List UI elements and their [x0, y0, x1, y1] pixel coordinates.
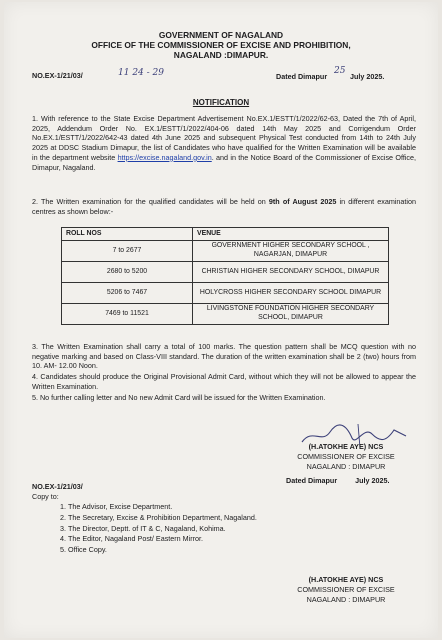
roll-range-cell: 2680 to 5200 — [62, 262, 193, 283]
roll-range-cell: 7469 to 11521 — [62, 304, 193, 325]
list-item: 2. The Secretary, Excise & Prohibition Department, Nagaland. — [68, 513, 394, 524]
list-item: 1. The Advisor, Excise Department. — [68, 502, 394, 513]
paragraph-2 — [32, 197, 416, 216]
venue-table — [61, 227, 389, 325]
header-line-government: GOVERNMENT OF NAGALAND — [158, 30, 284, 40]
handwritten-reference-number: 11 24 - 29 — [118, 68, 164, 78]
list-item: 4. The Editor, Nagaland Post/ Eastern Mirror. — [68, 534, 394, 545]
paragraph-1 — [32, 114, 416, 172]
signatory-place: NAGALAND : DIMAPUR — [306, 595, 386, 604]
reference-number: NO.EX-1/21/03/ — [32, 71, 83, 80]
table-row — [62, 262, 389, 283]
signatory-name: (H.ATOKHE AYE) NCS — [308, 442, 384, 451]
venue-cell: CHRISTIAN HIGHER SECONDARY SCHOOL, DIMAPUR — [193, 262, 389, 283]
paragraph-4: 4. Candidates should produce the Original Provisional Admit Card, without which they will not be allowed to appear the Written Examination. — [32, 372, 416, 391]
paragraph-2-after: in different examination centres as shown below:- — [32, 197, 417, 216]
dated-month-year: July 2025. — [350, 72, 385, 81]
list-item: 5. Office Copy. — [68, 545, 394, 556]
paragraph-1-text: 1. With reference to the State Excise Department Advertisement No.EX.1/ESTT/1/2022/62-63, Dated the 7th of April, 2025, Addendum Order No. EX.1/ESTT/1/2022/404-06 dated 14th May 2025 and Corrigendum Order No.EX.1/ESTT/1/2022/642-43 dated 4th June 2025 and subsequent Physical Test conducted from 14th to 24th July 2025 at DDSC Stadium Dimapur, the list of Candidates who have qualified for the Written Examination will be available in the department website — [32, 114, 416, 162]
table-row — [62, 283, 389, 304]
signatory-place: NAGALAND : DIMAPUR — [306, 462, 386, 471]
signatory-designation: COMMISSIONER OF EXCISE — [297, 585, 395, 594]
table-row — [62, 241, 389, 262]
venue-cell: GOVERNMENT HIGHER SECONDARY SCHOOL , NAGARJAN, DIMAPUR — [193, 241, 389, 262]
venue-cell: HOLYCROSS HIGHER SECONDARY SCHOOL DIMAPUR — [193, 283, 389, 304]
paragraph-5: 5. No further calling letter and No new Admit Card will be issued for the Written Examination. — [32, 393, 326, 402]
exam-date: 9th of August 2025 — [268, 197, 337, 206]
dated-label: Dated Dimapur — [276, 72, 328, 81]
paragraph-1-tail: . and in the Notice Board of the Commissioner of Excise Office, Dimapur, Nagaland. — [32, 152, 416, 172]
signatory-designation: COMMISSIONER OF EXCISE — [297, 452, 395, 461]
copy-to-list — [54, 502, 394, 556]
venue-cell: LIVINGSTONE FOUNDATION HIGHER SECONDARY SCHOOL, DIMAPUR — [193, 304, 389, 325]
paragraph-3: 3. The Written Examination shall carry a total of 100 marks. The question pattern shall be MCQ question with no negative marking and based on Class-VIII standard. The duration of the written examination shall be 2 (two) hours from 10. AM- 12.00 Noon. — [32, 342, 416, 371]
roll-range-cell: 5206 to 7467 — [62, 283, 193, 304]
copy-dated: Dated Dimapur July 2025. — [286, 476, 390, 485]
roll-range-cell: 7 to 2677 — [62, 241, 193, 262]
department-website-link[interactable]: https://excise.nagaland.gov.in — [117, 152, 212, 162]
list-item: 3. The Director, Deptt. of IT & C, Nagaland, Kohima. — [68, 524, 394, 535]
notification-title: NOTIFICATION — [192, 98, 250, 107]
table-header-row — [62, 228, 389, 241]
roll-nos-header: ROLL NOS — [62, 228, 193, 241]
copy-reference-number: NO.EX-1/21/03/ — [32, 482, 83, 491]
handwritten-date-day: 25 — [334, 66, 346, 76]
copy-to-label: Copy to: — [32, 492, 59, 501]
header-line-office: OFFICE OF THE COMMISSIONER OF EXCISE AND PROHIBITION, — [91, 40, 351, 50]
signatory-name: (H.ATOKHE AYE) NCS — [308, 575, 384, 584]
paragraph-2-before: 2. The Written examination for the qualified candidates will be held on — [32, 197, 266, 206]
table-row — [62, 304, 389, 325]
document-page — [4, 2, 438, 638]
venue-header: VENUE — [193, 228, 389, 241]
header-line-place: NAGALAND :DIMAPUR. — [173, 50, 269, 60]
